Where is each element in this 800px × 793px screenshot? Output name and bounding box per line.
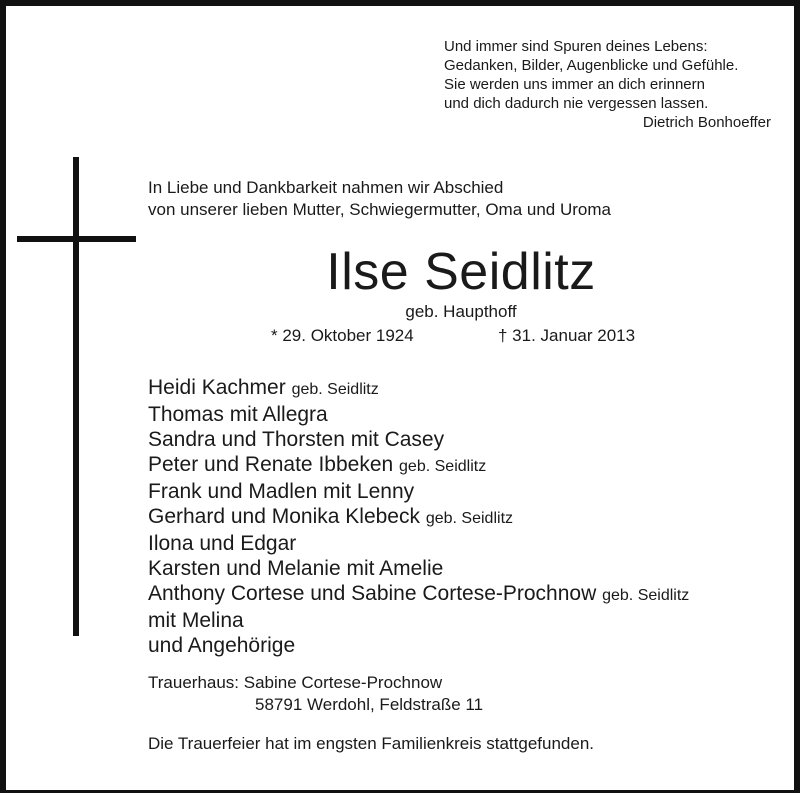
family-name: und Angehörige [148,634,296,657]
family-name: Frank und Madlen mit Lenny [148,480,415,503]
ceremony-note: Die Trauerfeier hat im engsten Familienkreis stattgefunden. [148,734,595,753]
list-item [148,402,788,427]
intro-line: von unserer lieben Mutter, Schwiegermutter, Oma und Uroma [148,200,611,219]
list-item [148,479,788,504]
list-item [148,375,788,402]
family-name: mit Melina [148,609,244,632]
family-name: Karsten und Melanie mit Amelie [148,557,444,580]
list-item [148,504,788,531]
deceased-name: Ilse Seidlitz [326,243,596,301]
birth-date: * 29. Oktober 1924 [271,326,414,345]
family-name: Gerhard und Monika Klebeck [148,505,420,528]
list-item [148,427,788,452]
family-name: Peter und Renate Ibbeken [148,453,394,476]
family-name: Anthony Cortese und Sabine Cortese-Prochnow [148,582,597,605]
mourning-house-address: 58791 Werdohl, Feldstraße 11 [255,695,484,714]
family-name: Ilona und Edgar [148,532,297,555]
mourning-house-line: Trauerhaus: Sabine Cortese-Prochnow [148,673,443,692]
family-note: geb. Seidlitz [291,381,379,398]
family-name: Heidi Kachmer [148,376,286,399]
intro-text [148,177,748,221]
quote-author: Dietrich Bonhoeffer [642,114,771,131]
death-date: † 31. Januar 2013 [498,326,636,345]
list-item [148,531,788,556]
quote-line: Und immer sind Spuren deines Lebens: [444,38,708,55]
family-note: geb. Seidlitz [602,587,690,604]
quote-line: Gedanken, Bilder, Augenblicke und Gefühle. [444,57,739,74]
list-item [148,452,788,479]
birth-name: geb. Haupthoff [405,302,517,321]
family-name: Sandra und Thorsten mit Casey [148,428,445,451]
list-item [148,633,788,658]
family-note: geb. Seidlitz [399,458,487,475]
quote-line: und dich dadurch nie vergessen lassen. [444,95,709,112]
intro-line: In Liebe und Dankbarkeit nahmen wir Abschied [148,178,504,197]
family-list [148,375,788,658]
family-note: geb. Seidlitz [425,510,514,527]
list-item [148,581,788,608]
cross-icon-bar [17,236,136,242]
bonhoeffer-quote [444,37,774,132]
mourning-house [148,672,483,716]
list-item [148,556,788,581]
family-name: Thomas mit Allegra [148,403,328,426]
cross-icon [73,157,79,636]
quote-line: Sie werden uns immer an dich erinnern [444,76,705,93]
list-item [148,608,788,633]
